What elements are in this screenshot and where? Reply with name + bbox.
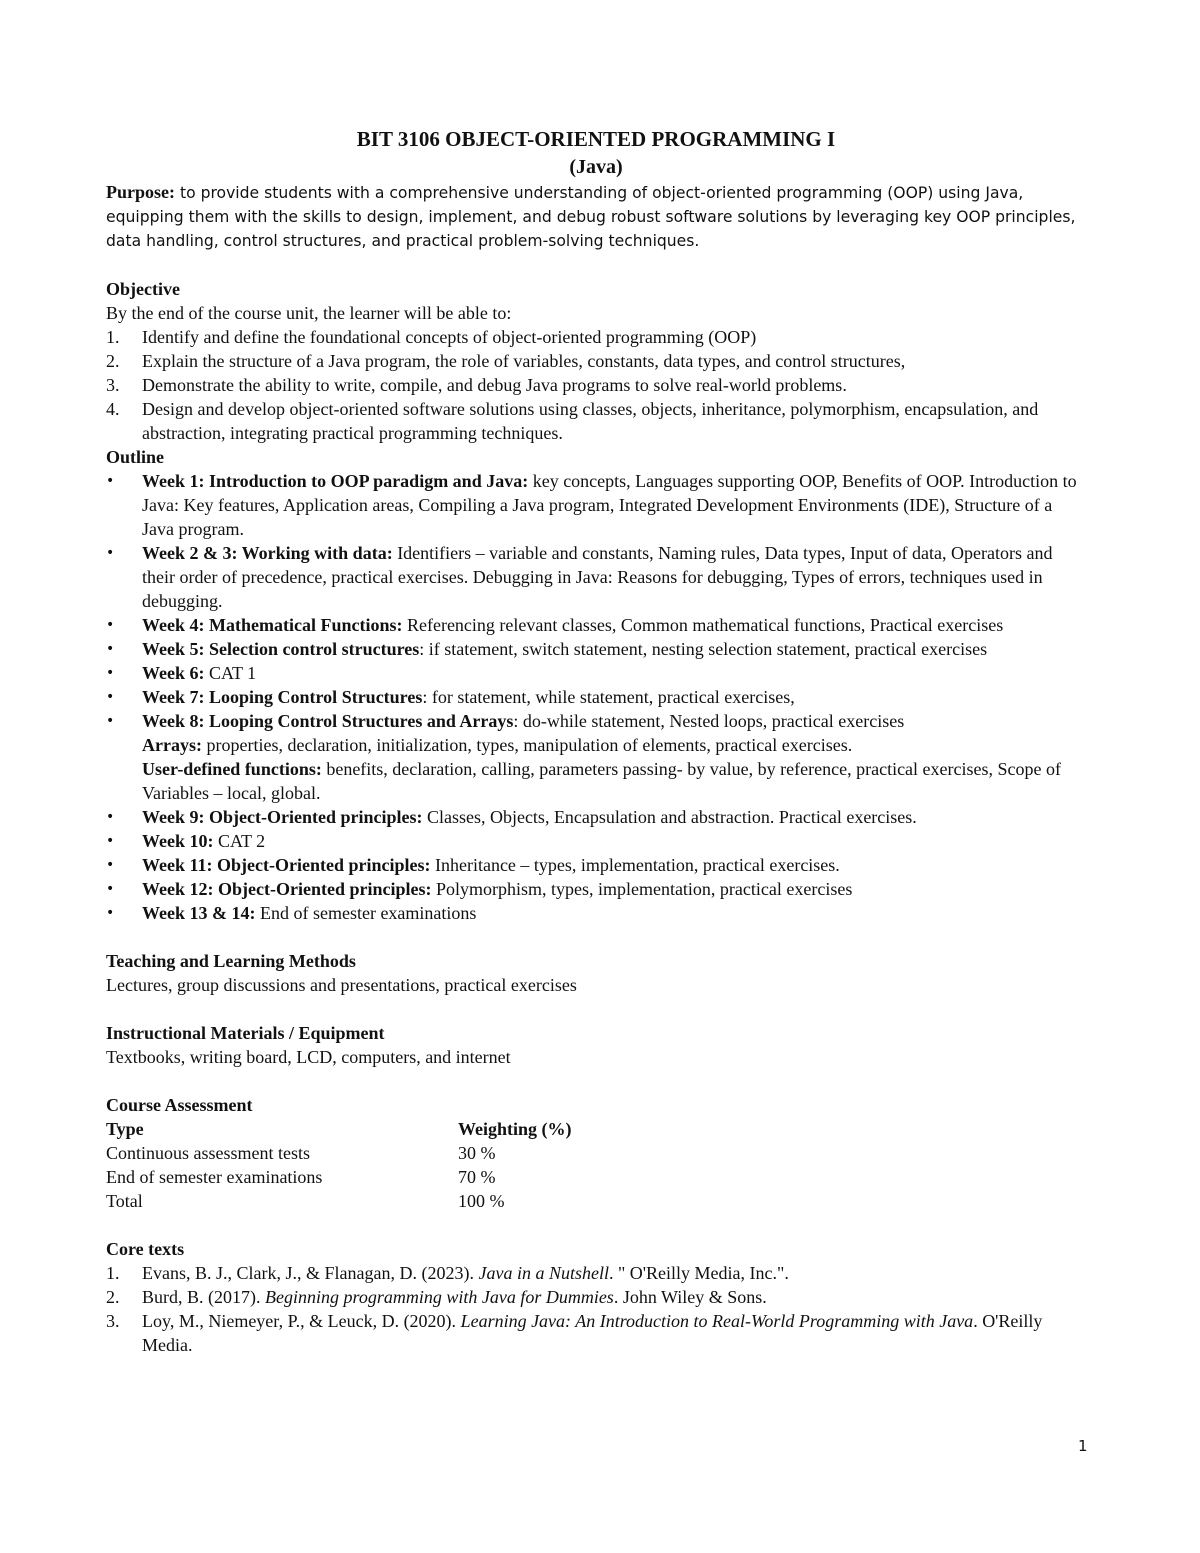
week8-arrays: Arrays: properties, declaration, initialization, types, manipulation of elements, practical exercises. <box>142 735 853 755</box>
page-title: BIT 3106 OBJECT-ORIENTED PROGRAMMING I <box>356 127 836 151</box>
column-header-type: Type <box>106 1119 144 1139</box>
objective-item: 4. Design and develop object-oriented software solutions using classes, objects, inheritance, polymorphism, encapsulation, and abstraction, integrating practical programming techniques. <box>106 399 1039 443</box>
materials-text: Textbooks, writing board, LCD, computers, and internet <box>106 1047 511 1067</box>
purpose-text: to provide students with a comprehensive understanding of object-oriented programming (OOP) using Java, equipping them with the skills to design, implement, and debug robust software solutions by leveraging key OOP principles, data handling, control structures, and practical problem-solving techniques. <box>106 184 1076 250</box>
table-row: Continuous assessment tests 30 % <box>106 1143 496 1163</box>
week-item: • Week 2 & 3: Working with data: Identifiers – variable and constants, Naming rules, Data types, Input of data, Operators and their order of precedence, practical exercises. Debugging in Java: Reasons for debugging, Types of errors, techniques used in debugging. <box>106 543 1053 611</box>
week-item: • Week 9: Object-Oriented principles: Classes, Objects, Encapsulation and abstraction. Practical exercises. <box>106 807 917 827</box>
page-number: 1 <box>1078 1437 1088 1455</box>
core-texts-heading: Core texts <box>106 1239 185 1259</box>
outline-heading: Outline <box>106 447 165 467</box>
assessment-table <box>106 1117 572 1213</box>
week-item: • Week 10: CAT 2 <box>106 831 266 851</box>
week-item: • Week 12: Object-Oriented principles: Polymorphism, types, implementation, practical exercises <box>106 879 853 899</box>
outline-list <box>106 469 1086 925</box>
reference-item: 2. Burd, B. (2017). Beginning programming with Java for Dummies. John Wiley & Sons. <box>106 1287 767 1307</box>
week-item: • Week 13 & 14: End of semester examinations <box>106 903 477 923</box>
week-item: • Week 4: Mathematical Functions: Referencing relevant classes, Common mathematical functions, Practical exercises <box>106 615 1004 635</box>
reference-item: 1. Evans, B. J., Clark, J., & Flanagan, D. (2023). Java in a Nutshell. " O'Reilly Media, Inc.". <box>106 1263 789 1283</box>
week-item: • Week 6: CAT 1 <box>106 663 257 683</box>
objective-item: 3. Demonstrate the ability to write, compile, and debug Java programs to solve real-world problems. <box>106 375 847 395</box>
reference-item: 3. Loy, M., Niemeyer, P., & Leuck, D. (2020). Learning Java: An Introduction to Real-World Programming with Java. O'Reilly Media. <box>106 1311 1043 1355</box>
table-row: End of semester examinations 70 % <box>106 1167 496 1187</box>
table-row: Total 100 % <box>106 1191 505 1211</box>
week-item: • Week 5: Selection control structures: if statement, switch statement, nesting selection statement, practical exercises <box>106 639 988 659</box>
assessment-header-row <box>106 1117 572 1141</box>
objective-intro: By the end of the course unit, the learner will be able to: <box>106 303 512 323</box>
week-item: • Week 1: Introduction to OOP paradigm and Java: key concepts, Languages supporting OOP, Benefits of OOP. Introduction to Java: Key features, Application areas, Compiling a Java program, Integrated Development Environments (IDE), Structure of a Java program. <box>106 471 1077 539</box>
week8-functions: User-defined functions: benefits, declaration, calling, parameters passing- by value, by reference, practical exercises, Scope of Variables – local, global. <box>142 759 1061 803</box>
week-item: • Week 7: Looping Control Structures: for statement, while statement, practical exercises, <box>106 687 795 707</box>
objective-item: 2. Explain the structure of a Java program, the role of variables, constants, data types, and control structures, <box>106 351 906 371</box>
teaching-text: Lectures, group discussions and presentations, practical exercises <box>106 975 577 995</box>
objective-list <box>106 325 1086 445</box>
assessment-heading: Course Assessment <box>106 1095 253 1115</box>
document-page <box>106 126 1086 1357</box>
purpose-paragraph <box>106 180 1086 253</box>
page-subtitle: (Java) <box>569 156 623 178</box>
week-item: • Week 8: Looping Control Structures and Arrays: do-while statement, Nested loops, practical exercises Arrays: properties, declaration, initialization, types, manipulation of elements, practical exercises. User-defined functions: benefits, declaration, calling, parameters passing- by value, by reference, practical exercises, Scope of Variables – local, global. <box>106 709 1086 805</box>
purpose-label: Purpose: <box>106 182 175 202</box>
week-item: • Week 11: Object-Oriented principles: Inheritance – types, implementation, practical exercises. <box>106 855 840 875</box>
objective-item: 1. Identify and define the foundational concepts of object-oriented programming (OOP) <box>106 327 757 347</box>
column-header-weight: Weighting (%) <box>458 1119 572 1139</box>
materials-heading: Instructional Materials / Equipment <box>106 1023 385 1043</box>
teaching-heading: Teaching and Learning Methods <box>106 951 356 971</box>
objective-heading: Objective <box>106 279 180 299</box>
core-texts-list <box>106 1261 1086 1357</box>
